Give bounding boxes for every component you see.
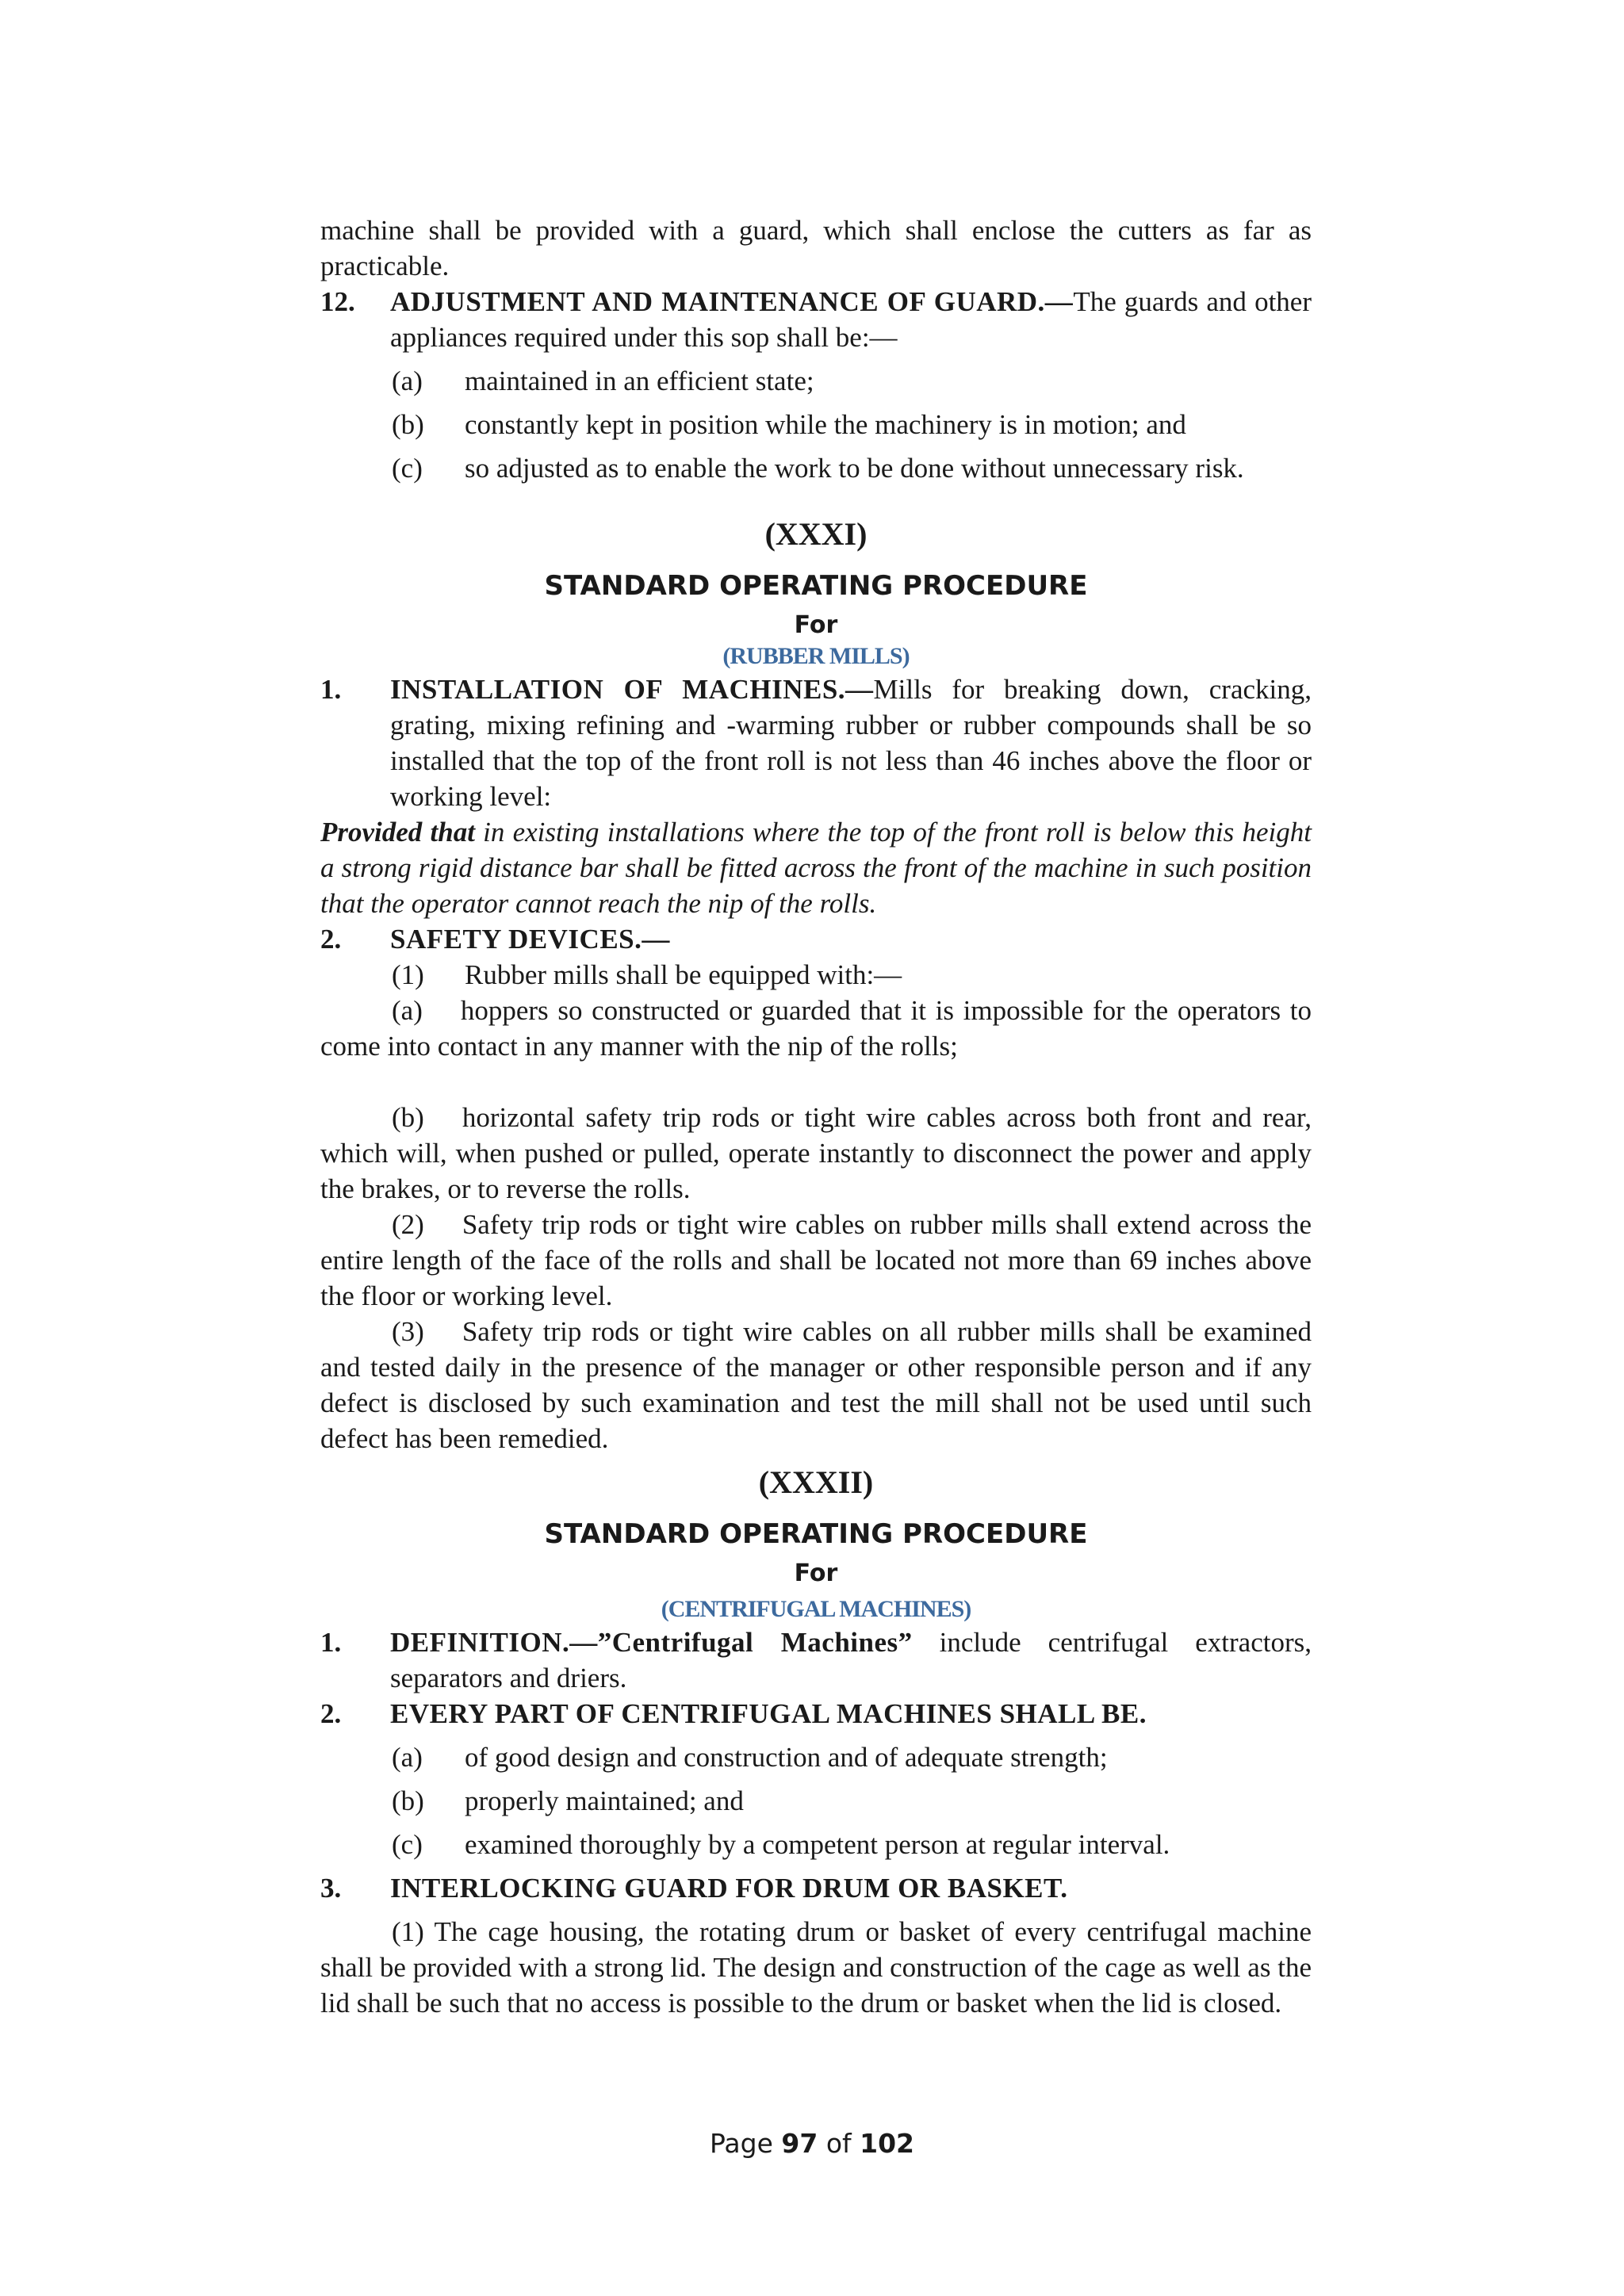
proviso-paragraph: Provided that in existing installations where the top of the front roll is below this height a strong rigid distance bar shall be fitted across the front of the machine in such position that the operator cannot reach the nip of the rolls. [320,817,1312,919]
clause: (a) hoppers so constructed or guarded that it is impossible for the operators to come into contact in any manner with the nip of the rolls; [320,995,1312,1062]
chapter-number: (XXXI) [764,516,868,552]
chapter-title: STANDARD OPERATING PROCEDURE [544,1518,1088,1550]
list-item: (b) constantly kept in position while the machinery is in motion; and [392,409,1186,440]
list-item: (b) properly maintained; and [392,1785,744,1816]
intro-paragraph: machine shall be provided with a guard, which shall enclose the cutters as far as practicable. [320,215,1312,281]
section-1-heading: 1. INSTALLATION OF MACHINES.—Mills for breaking down, cracking, grating, mixing refining and -warming rubber or rubber compounds shall be so installed that the top of the front roll is not less than 46 inches above the floor or working level: [320,674,1312,812]
section-2-heading: 2. EVERY PART OF CENTRIFUGAL MACHINES SHALL BE. [320,1698,1147,1729]
section-title: ADJUSTMENT AND MAINTENANCE OF GUARD.— [390,286,1074,317]
chapter-subtitle: (CENTRIFUGAL MACHINES) [661,1596,971,1622]
chapter-for: For [794,1559,838,1587]
clause: (2) Safety trip rods or tight wire cables on rubber mills shall extend across the entire length of the face of the rolls and shall be located not more than 69 inches above the floor or working level. [320,1209,1312,1311]
section-number: 12. [320,286,355,317]
section-1-heading: 1. DEFINITION.—”Centrifugal Machines” include centrifugal extractors, separators and driers. [320,1627,1312,1693]
section-3-heading: 3. INTERLOCKING GUARD FOR DRUM OR BASKET. [320,1873,1068,1904]
document-page [320,212,1312,2021]
page-number: 97 [781,2128,818,2159]
list-item: (a) maintained in an efficient state; [392,365,814,396]
section-text: The guards and other appliances required under this sop shall be:— [390,286,1312,353]
page-total: 102 [860,2128,915,2159]
chapter-number: (XXXII) [758,1464,874,1500]
clause: (1) The cage housing, the rotating drum or basket of every centrifugal machine shall be provided with a strong lid. The design and construction of the cage as well as the lid shall be such that no access is possible to the drum or basket when the lid is closed. [320,1916,1312,2019]
list-item: (a) of good design and construction and of adequate strength; [392,1742,1108,1773]
section-2-heading: 2. SAFETY DEVICES.— [320,924,670,955]
page-footer: Page 97 of 102 [709,2128,915,2159]
section-12-heading [320,284,1312,355]
list-item: (c) examined thoroughly by a competent person at regular interval. [392,1829,1170,1860]
chapter-for: For [794,611,838,639]
list-item: (c) so adjusted as to enable the work to be done without unnecessary risk. [392,453,1244,484]
clause: (1) Rubber mills shall be equipped with:— [392,959,902,990]
chapter-subtitle: (RUBBER MILLS) [722,643,910,669]
clause: (3) Safety trip rods or tight wire cables on all rubber mills shall be examined and tested daily in the presence of the manager or other responsible person and if any defect is disclosed by such examination and test the mill shall not be used until such defect has been remedied. [320,1316,1312,1454]
clause: (b) horizontal safety trip rods or tight wire cables across both front and rear, which will, when pushed or pulled, operate instantly to disconnect the power and apply the brakes, or to reverse the rolls. [320,1102,1312,1204]
chapter-title: STANDARD OPERATING PROCEDURE [544,570,1088,602]
